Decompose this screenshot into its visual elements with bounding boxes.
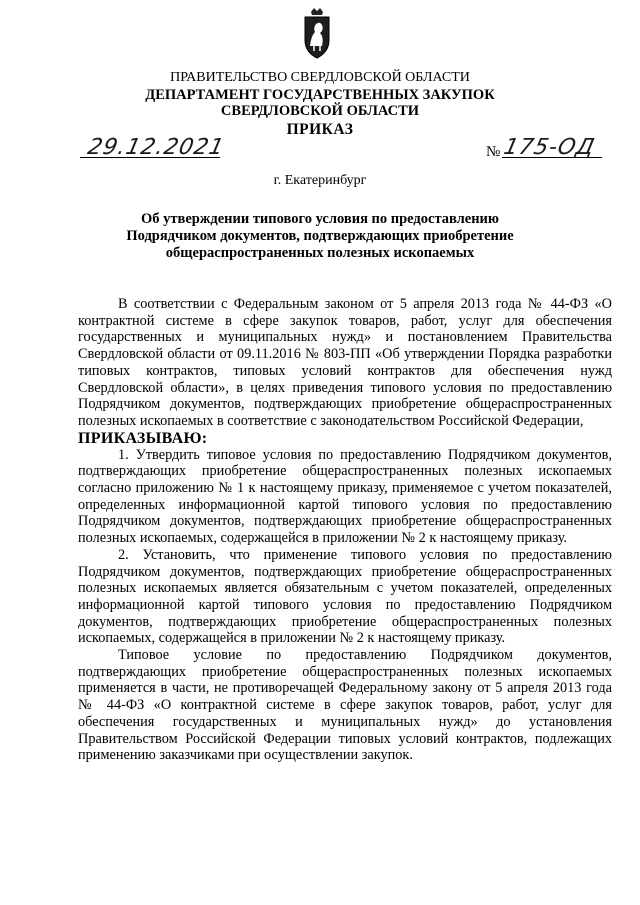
order-word: ПРИКАЗЫВАЮ:: [78, 429, 208, 447]
government-name: ПРАВИТЕЛЬСТВО СВЕРДЛОВСКОЙ ОБЛАСТИ: [170, 70, 470, 85]
order-item-1: 1. Утвердить типовое условия по предоставлению Подрядчиком документов, подтверждающих приобретение общераспространенных полезных ископаемых согласно приложению № 1 к настоящему приказу, применяемое с учетом показателей, определенных информационной картой типового условия по предоставлению Подрядчиком документов, подтверждающих приобретение общераспространенных полезных ископаемых, содержащейся в приложении № 2 к настоящему приказу.: [78, 446, 612, 547]
order-item-2: 2. Установить, что применение типового условия по предоставлению Подрядчиком документов, подтверждающих приобретение общераспространенных полезных ископаемых является обязательным с учетом показателей, определенных информационной картой типового условия по предоставлению Подрядчиком документов, подтверждающих приобретение общераспространенных полезных ископаемых, содержащейся в приложении № 2 к настоящему приказу.: [78, 546, 612, 647]
document-type: ПРИКАЗ: [286, 121, 354, 138]
date-underline: [80, 157, 220, 158]
number-sign: №: [486, 144, 501, 160]
preamble-paragraph: В соответствии с Федеральным законом от 5 апреля 2013 года № 44-ФЗ «О контрактной системе в сфере закупок товаров, работ, услуг для обеспечения государственных и муниципальных нужд» и постановлением Правительства Свердловской области от 09.11.2016 № 803-ПП «Об утверждении Порядка разработки типовых контрактов, типовых условий контрактов для обеспечения нужд Свердловской области», в целях приведения типового условия по предоставлению Подрядчиком документов, подтверждающих приобретение общераспространенных полезных ископаемых в соответствие с законодательством Российской Федерации,: [78, 296, 612, 429]
department-name: ДЕПАРТАМЕНТ ГОСУДАРСТВЕННЫХ ЗАКУПОК: [145, 87, 495, 103]
order-item-2-continuation: Типовое условие по предоставлению Подрядчиком документов, подтверждающих приобретение общераспространенных полезных ископаемых применяется в части, не противоречащей Федеральному закону от 5 апреля 2013 года № 44-ФЗ «О контрактной системе в сфере закупок товаров, работ, услуг для обеспечения государственных и муниципальных нужд» до установления Правительством Российской Федерации типовых условий контрактов, подлежащих применению заказчиками при осуществлении закупок.: [78, 647, 612, 764]
number-underline: [502, 157, 602, 158]
city-line: г. Екатеринбург: [273, 173, 367, 188]
coat-of-arms-emblem: [297, 6, 337, 60]
order-body: [78, 296, 612, 764]
order-date-handwritten: 29.12.2021: [85, 135, 227, 160]
order-number-handwritten: 175-ОД: [501, 135, 598, 160]
order-title: Об утверждении типового условия по предоставлению Подрядчиком документов, подтверждающих приобретение общераспространенных полезных ископаемых: [126, 211, 514, 261]
department-region: СВЕРДЛОВСКОЙ ОБЛАСТИ: [220, 103, 420, 119]
